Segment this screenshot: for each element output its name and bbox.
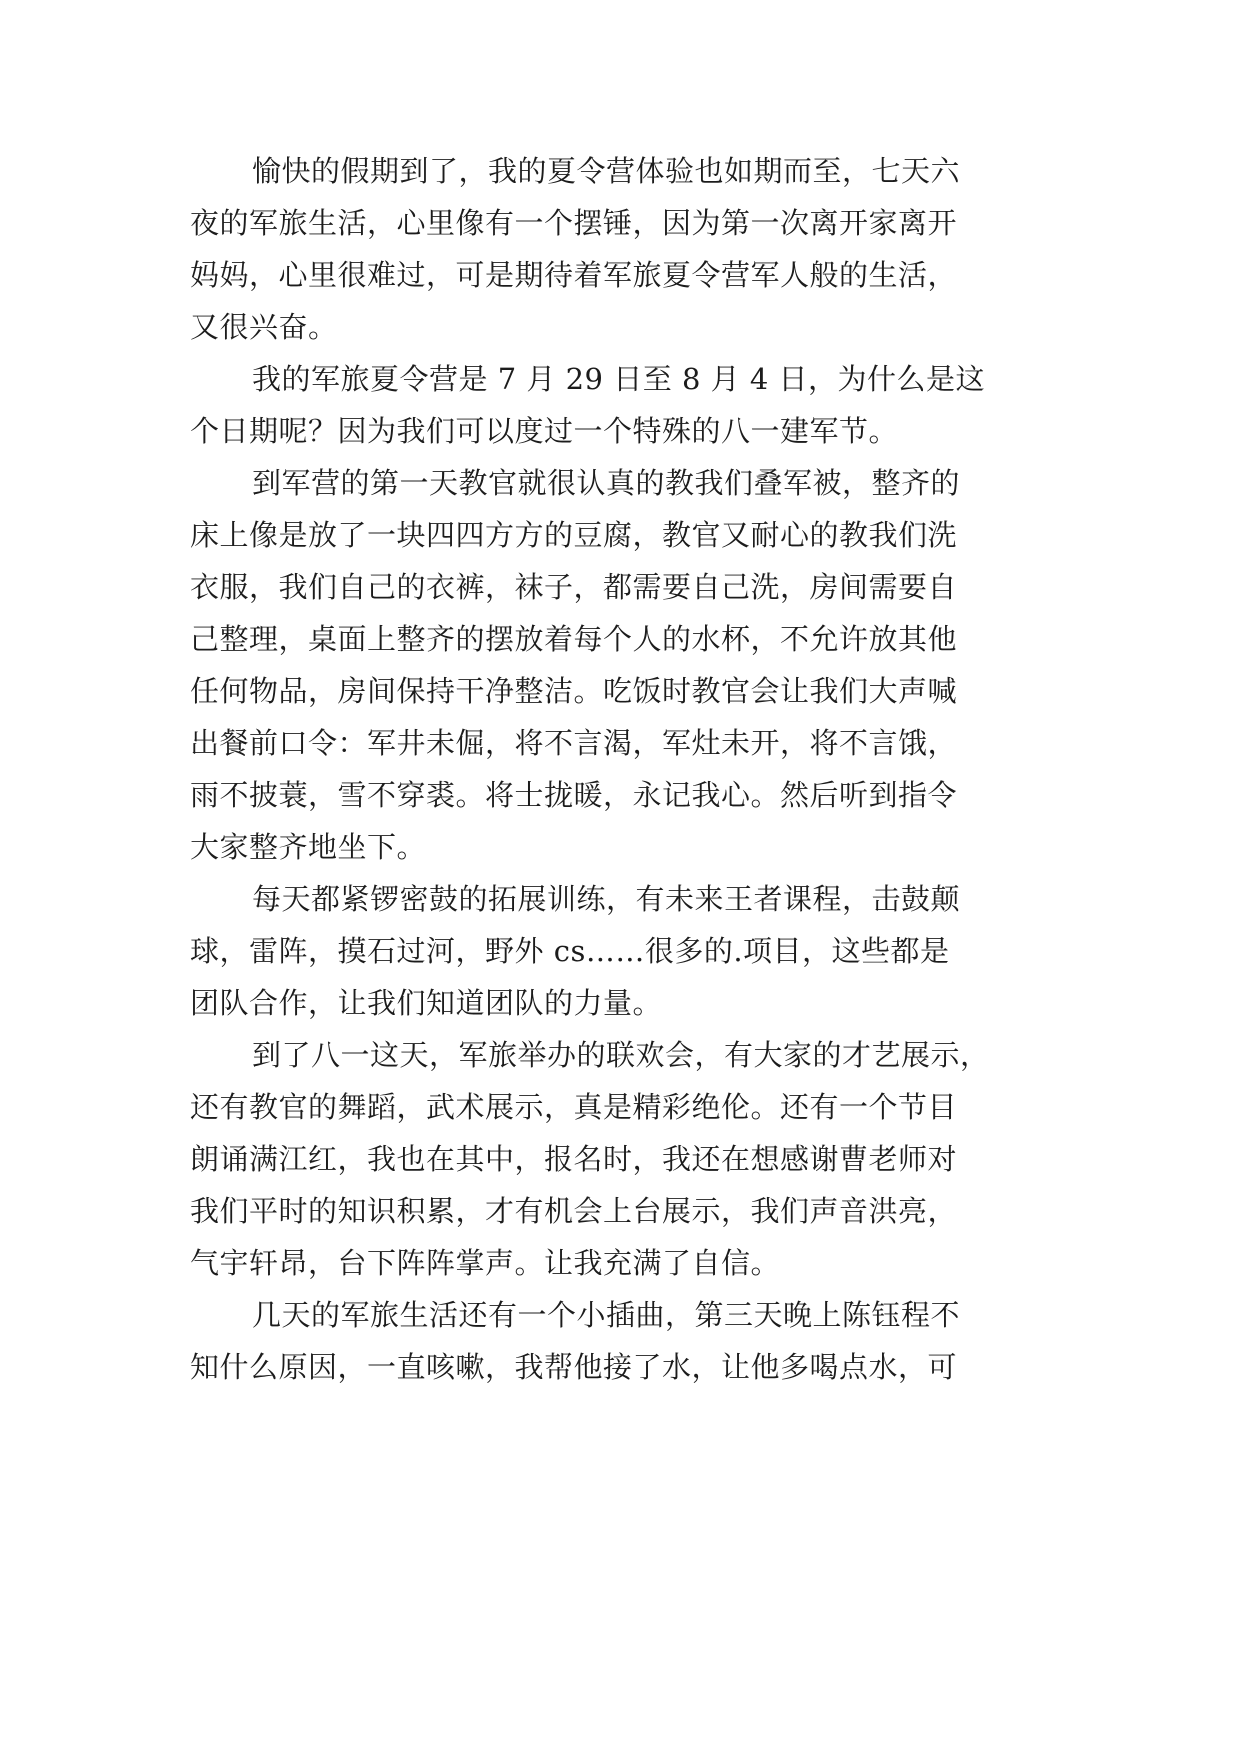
paragraph-1-line-4: 又很兴奋。: [190, 310, 338, 344]
paragraph-2-line-2: 个日期呢？因为我们可以度过一个特殊的八一建军节。: [190, 414, 899, 448]
paragraph-4-line-1: 每天都紧锣密鼓的拓展训练，有未来王者课程，击鼓颠: [252, 882, 961, 916]
paragraph-5-line-2: 还有教官的舞蹈，武术展示，真是精彩绝伦。还有一个节目: [190, 1090, 958, 1124]
paragraph-5-line-3: 朗诵满江红，我也在其中，报名时，我还在想感谢曹老师对: [190, 1142, 958, 1176]
paragraph-1-line-1: 愉快的假期到了，我的夏令营体验也如期而至，七天六: [252, 154, 961, 188]
paragraph-3-line-8: 大家整齐地坐下。: [190, 830, 427, 864]
paragraph-3-line-3: 衣服，我们自己的衣裤，袜子，都需要自己洗，房间需要自: [190, 570, 958, 604]
paragraph-3-line-6: 出餐前口令：军井未倔，将不言渴，军灶未开，将不言饿，: [190, 726, 958, 760]
paragraph-3-line-1: 到军营的第一天教官就很认真的教我们叠军被，整齐的: [252, 466, 961, 500]
paragraph-4-line-2: 球，雷阵，摸石过河，野外 cs……很多的.项目，这些都是: [190, 934, 950, 968]
paragraph-5-line-4: 我们平时的知识积累，才有机会上台展示，我们声音洪亮，: [190, 1194, 958, 1228]
paragraph-3-line-7: 雨不披蓑，雪不穿裘。将士拢暖，永记我心。然后听到指令: [190, 778, 958, 812]
paragraph-4-line-3: 团队合作，让我们知道团队的力量。: [190, 986, 663, 1020]
paragraph-5-line-5: 气宇轩昂，台下阵阵掌声。让我充满了自信。: [190, 1246, 781, 1280]
paragraph-3-line-4: 己整理，桌面上整齐的摆放着每个人的水杯，不允许放其他: [190, 622, 958, 656]
paragraph-1-line-2: 夜的军旅生活，心里像有一个摆锤，因为第一次离开家离开: [190, 206, 958, 240]
paragraph-6-line-1: 几天的军旅生活还有一个小插曲，第三天晚上陈钰程不: [252, 1298, 961, 1332]
document-body: [190, 145, 1050, 1393]
paragraph-3-line-5: 任何物品，房间保持干净整洁。吃饭时教官会让我们大声喊: [190, 674, 958, 708]
paragraph-5-line-1: 到了八一这天，军旅举办的联欢会，有大家的才艺展示，: [252, 1038, 990, 1072]
paragraph-1-line-3: 妈妈，心里很难过，可是期待着军旅夏令营军人般的生活，: [190, 258, 958, 292]
paragraph-3-line-2: 床上像是放了一块四四方方的豆腐，教官又耐心的教我们洗: [190, 518, 958, 552]
paragraph-6-line-2: 知什么原因，一直咳嗽，我帮他接了水，让他多喝点水，可: [190, 1350, 958, 1384]
paragraph-2-line-1: 我的军旅夏令营是 7 月 29 日至 8 月 4 日，为什么是这: [252, 362, 986, 396]
